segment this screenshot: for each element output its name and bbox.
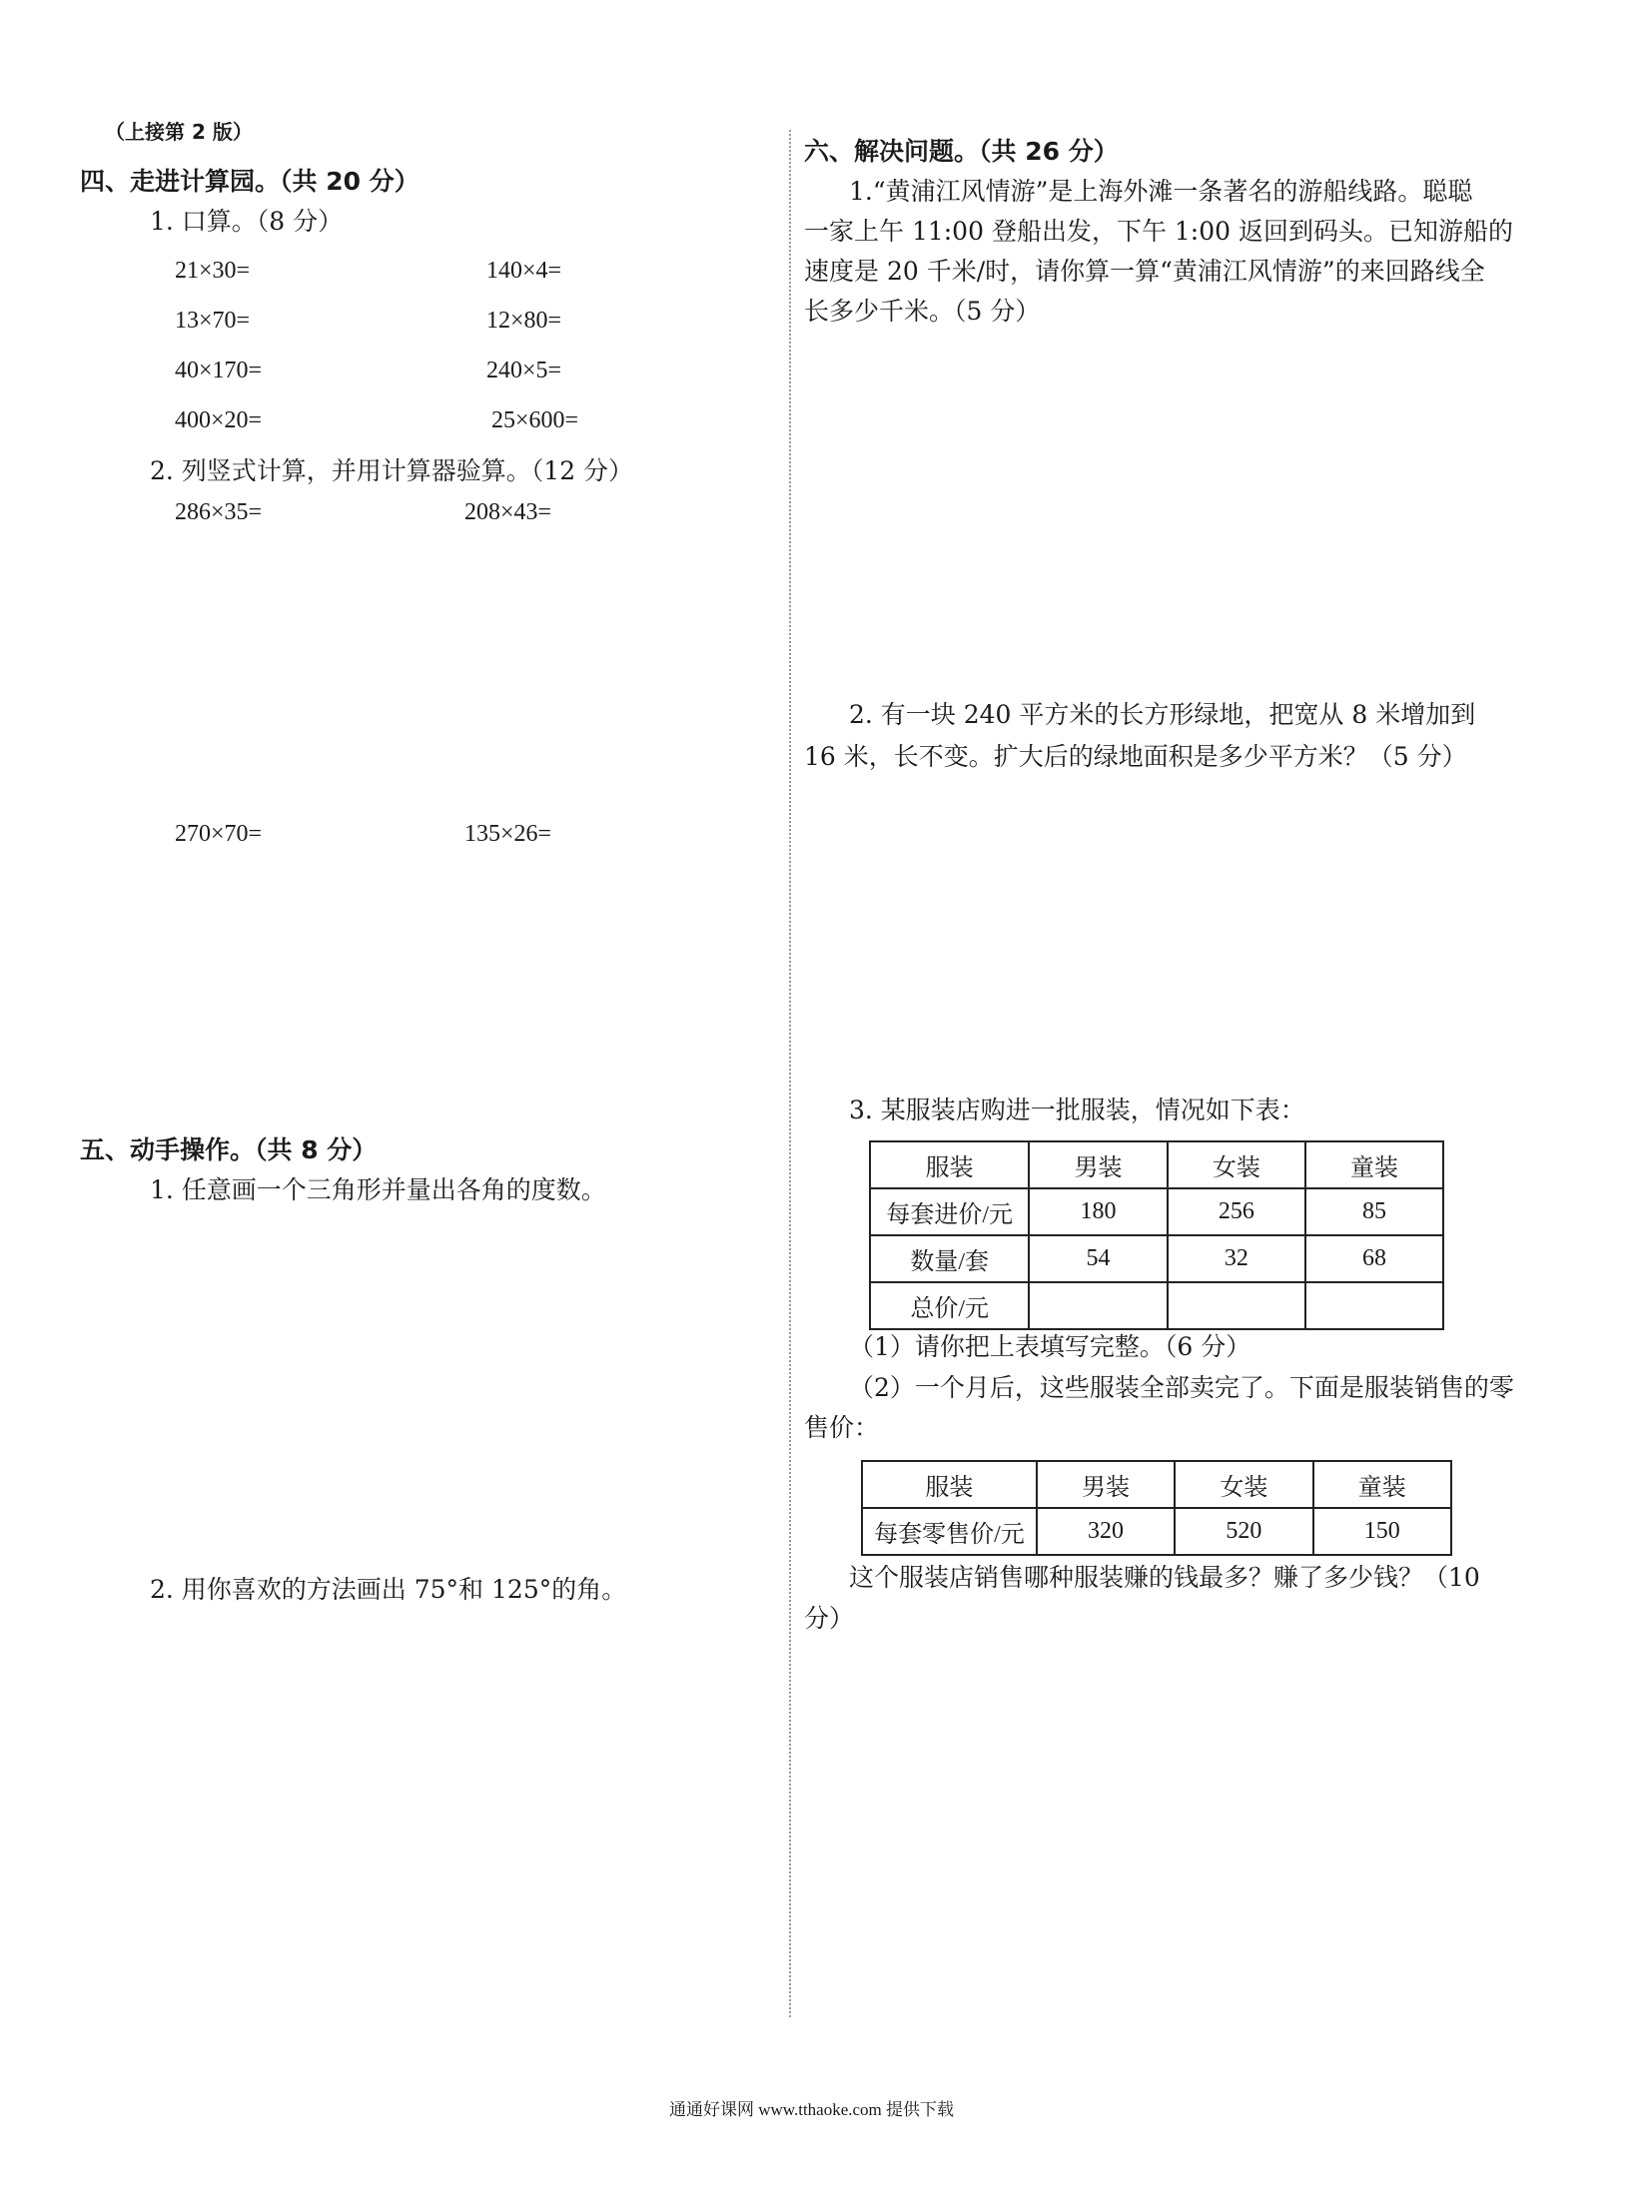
- section6-title: 六、解决问题。（共 26 分）: [804, 137, 1119, 166]
- table-cell: 320: [1037, 1508, 1175, 1555]
- section4-q1-title: 1. 口算。（8 分）: [150, 207, 344, 236]
- table-cell: 520: [1175, 1508, 1312, 1555]
- vertical-calc-item: 286×35=: [175, 499, 263, 525]
- section6-q1-line: 1.“黄浦江风情游”是上海外滩一条著名的游船线路。聪聪: [849, 177, 1473, 206]
- table-row: [870, 1141, 1443, 1188]
- section6-q3-final-line: 这个服装店销售哪种服装赚的钱最多？赚了多少钱？（10: [849, 1563, 1480, 1592]
- table-header-cell: 男装: [1037, 1461, 1175, 1508]
- table-cell: 54: [1029, 1235, 1167, 1282]
- section6-q3-intro: 3. 某服装店购进一批服装，情况如下表：: [849, 1096, 1305, 1124]
- table-header-cell: 服装: [862, 1461, 1037, 1508]
- table-header-cell: 童装: [1313, 1461, 1451, 1508]
- section6-q3-sub1: （1）请你把上表填写完整。（6 分）: [849, 1332, 1251, 1361]
- retail-table: [861, 1460, 1452, 1556]
- table-cell: 256: [1168, 1188, 1305, 1235]
- answer-cell[interactable]: [1305, 1282, 1443, 1329]
- table-cell: 每套零售价/元: [862, 1508, 1037, 1555]
- table-header-cell: 女装: [1175, 1461, 1312, 1508]
- section5-title: 五、动手操作。（共 8 分）: [80, 1135, 378, 1164]
- oral-item: 12×80=: [486, 308, 562, 334]
- vertical-calc-item: 270×70=: [175, 821, 263, 847]
- table-header-cell: 服装: [870, 1141, 1029, 1188]
- table-cell: 150: [1313, 1508, 1451, 1555]
- table-cell: 85: [1305, 1188, 1443, 1235]
- section6-q3-sub2-line: 售价：: [804, 1413, 880, 1442]
- table-cell: 每套进价/元: [870, 1188, 1029, 1235]
- footer-credit: 通通好课网 www.tthaoke.com 提供下载: [669, 2100, 955, 2119]
- column-divider: [789, 130, 791, 2017]
- oral-item: 140×4=: [486, 258, 562, 284]
- table-cell: 32: [1168, 1235, 1305, 1282]
- table-row: [870, 1235, 1443, 1282]
- section6-q1-line: 速度是 20 千米/时，请你算一算“黄浦江风情游”的来回路线全: [804, 257, 1485, 286]
- table-cell: 总价/元: [870, 1282, 1029, 1329]
- section6-q1-line: 一家上午 11:00 登船出发，下午 1:00 返回到码头。已知游船的: [804, 217, 1513, 246]
- table-row: [862, 1508, 1451, 1555]
- vertical-calc-item: 208×43=: [464, 499, 552, 525]
- table-row: [870, 1282, 1443, 1329]
- table-row: [862, 1461, 1451, 1508]
- answer-cell[interactable]: [1029, 1282, 1167, 1329]
- table-header-cell: 童装: [1305, 1141, 1443, 1188]
- oral-item: 13×70=: [175, 308, 251, 334]
- answer-cell[interactable]: [1168, 1282, 1305, 1329]
- section5-q2: 2. 用你喜欢的方法画出 75°和 125°的角。: [150, 1575, 627, 1604]
- oral-item: 240×5=: [486, 358, 562, 383]
- table-header-cell: 女装: [1168, 1141, 1305, 1188]
- table-cell: 数量/套: [870, 1235, 1029, 1282]
- section6-q2-line: 16 米，长不变。扩大后的绿地面积是多少平方米？（5 分）: [804, 742, 1467, 771]
- section6-q3-sub2-line: （2）一个月后，这些服装全部卖完了。下面是服装销售的零: [849, 1373, 1514, 1402]
- section4-title: 四、走进计算园。（共 20 分）: [80, 167, 419, 196]
- purchase-table: [869, 1140, 1444, 1330]
- oral-item: 21×30=: [175, 258, 251, 284]
- oral-item: 400×20=: [175, 407, 263, 433]
- oral-item: 40×170=: [175, 358, 263, 383]
- section6-q2-line: 2. 有一块 240 平方米的长方形绿地，把宽从 8 米增加到: [849, 700, 1476, 729]
- table-cell: 180: [1029, 1188, 1167, 1235]
- table-cell: 68: [1305, 1235, 1443, 1282]
- continuation-note: （上接第 2 版）: [105, 120, 253, 144]
- section6-q1-line: 长多少千米。（5 分）: [804, 297, 1041, 326]
- oral-item: 25×600=: [491, 407, 579, 433]
- vertical-calc-item: 135×26=: [464, 821, 552, 847]
- section5-q1: 1. 任意画一个三角形并量出各角的度数。: [150, 1175, 606, 1204]
- section4-q2-title: 2. 列竖式计算，并用计算器验算。（12 分）: [150, 456, 634, 485]
- table-header-cell: 男装: [1029, 1141, 1167, 1188]
- table-row: [870, 1188, 1443, 1235]
- section6-q3-final-line: 分）: [804, 1604, 855, 1633]
